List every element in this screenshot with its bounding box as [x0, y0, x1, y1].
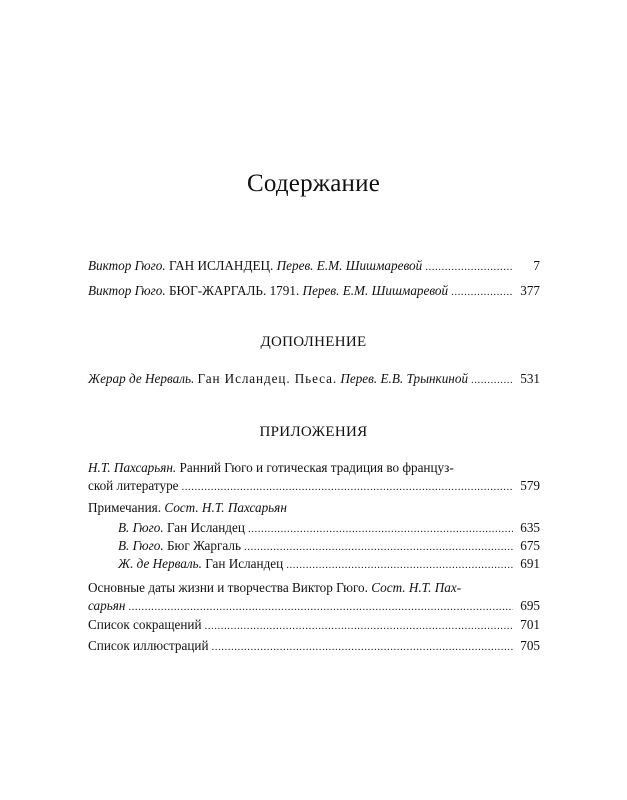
entry-page: 7 — [533, 258, 540, 273]
toc-entry-illustrations[interactable] — [88, 638, 540, 658]
entry-author: Виктор Гюго. — [88, 283, 166, 298]
dot-leader — [425, 261, 513, 273]
dot-leader — [244, 541, 513, 553]
entry-author: Жерар де Нерваль. — [88, 371, 195, 386]
dot-leader — [248, 523, 513, 535]
entry-author: Виктор Гюго. — [88, 258, 166, 273]
dot-leader — [451, 286, 513, 298]
entry-work: Бюг Жаргаль — [166, 538, 241, 553]
toc-entry-notes-nerval[interactable] — [118, 556, 540, 576]
entry-work: БЮГ-ЖАРГАЛЬ. 1791. — [168, 283, 300, 298]
entry-author: В. Гюго. — [118, 538, 164, 553]
toc-entry-dates[interactable] — [88, 598, 540, 618]
entry-author: В. Гюго. — [118, 520, 164, 535]
entry-page: 635 — [520, 520, 540, 535]
entry-page: 691 — [520, 556, 540, 571]
entry-page: 705 — [520, 638, 540, 653]
entry-work: Ган Исландец — [205, 556, 284, 571]
entry-compiler-cont: сарьян — [88, 598, 126, 613]
notes-heading — [88, 500, 540, 516]
entry-page: 675 — [520, 538, 540, 553]
entry-work: ГАН ИСЛАНДЕЦ. — [168, 258, 274, 273]
toc-entry-essay-line1 — [88, 460, 540, 476]
entry-page: 531 — [520, 371, 540, 386]
entry-translator: Перев. Е.М. Шишмаревой — [302, 283, 449, 298]
notes-compiler: Сост. Н.Т. Пахсарьян — [164, 500, 287, 515]
toc-entry-gan-islandets[interactable] — [88, 258, 540, 278]
dot-leader — [182, 481, 513, 493]
entry-author: Н.Т. Пахсарьян. — [88, 460, 177, 475]
entry-work: Ган Исландец. Пьеса. — [197, 371, 338, 386]
toc-entry-abbreviations[interactable] — [88, 617, 540, 637]
dot-leader — [471, 374, 513, 386]
entry-label: Список иллюстраций — [88, 638, 209, 653]
entry-page: 695 — [520, 598, 540, 613]
entry-author: Ж. де Нерваль. — [118, 556, 202, 571]
page-title: Содержание — [247, 170, 380, 197]
notes-label: Примечания. — [88, 500, 162, 515]
toc-entry-notes-bug[interactable] — [118, 538, 540, 558]
toc-entry-dates-line1 — [88, 580, 540, 596]
toc-entry-essay[interactable] — [88, 478, 540, 498]
entry-page: 579 — [520, 478, 540, 493]
entry-compiler: Сост. Н.Т. Пах- — [371, 580, 462, 595]
dot-leader — [212, 641, 513, 653]
toc-entry-notes-gan[interactable] — [118, 520, 540, 540]
section-heading-supplement: ДОПОЛНЕНИЕ — [260, 334, 367, 350]
toc-entry-nerval-play[interactable] — [88, 371, 540, 391]
entry-label: Список сокращений — [88, 617, 202, 632]
dot-leader — [205, 620, 513, 632]
dot-leader — [286, 559, 513, 571]
entry-work: Ган Исландец — [166, 520, 245, 535]
entry-page: 701 — [520, 617, 540, 632]
dot-leader — [128, 601, 513, 613]
toc-entry-bug-jargal[interactable] — [88, 283, 540, 303]
entry-translator: Перев. Е.В. Трынкиной — [340, 371, 469, 386]
entry-page: 377 — [520, 283, 540, 298]
entry-work: Ранний Гюго и готическая традиция во француз- — [179, 460, 454, 475]
section-heading-appendix: ПРИЛОЖЕНИЯ — [259, 424, 368, 440]
entry-work-cont: ской литературе — [88, 478, 179, 493]
entry-work: Основные даты жизни и творчества Виктор Гюго. — [88, 580, 368, 595]
entry-translator: Перев. Е.М. Шишмаревой — [276, 258, 423, 273]
